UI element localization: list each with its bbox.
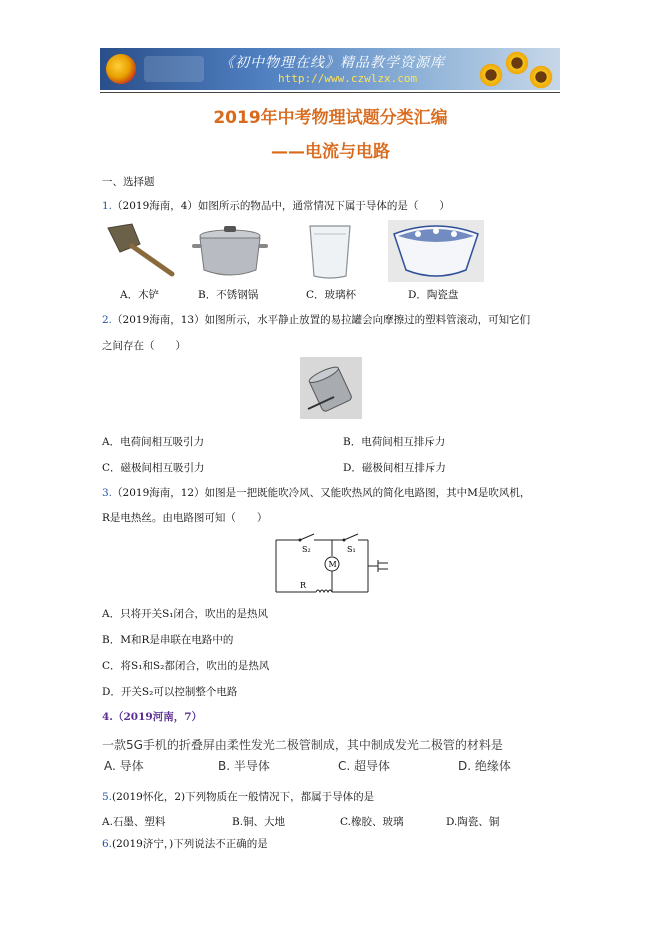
header-divider <box>100 92 560 93</box>
question-source: （2019河南，7） <box>112 711 202 723</box>
question-3 <box>102 485 530 500</box>
document-title: 2019年中考物理试题分类汇编 <box>213 108 448 128</box>
option-c: C．将S₁和S₂都闭合，吹出的是热风 <box>102 660 270 672</box>
glass-cup-image <box>302 222 358 282</box>
document-subtitle: ——电流与电路 <box>271 142 390 162</box>
question-number: 3. <box>102 487 113 499</box>
question-text: (2019怀化，2)下列物质在一般情况下，都属于导体的是 <box>112 791 375 803</box>
option-d: D．开关S₂可以控制整个电路 <box>102 686 238 698</box>
circuit-diagram <box>270 530 394 598</box>
question-text: （2019海南，13）如图所示，水平静止放置的易拉罐会向摩擦过的塑料管滚动，可知它们 <box>112 314 531 326</box>
option-d: D.陶瓷、铜 <box>446 816 500 828</box>
option-c: C.橡胶、玻璃 <box>340 816 404 828</box>
option-c: C．玻璃杯 <box>306 289 357 301</box>
ceramic-plate-image <box>388 220 484 282</box>
option-a: A．只将开关S₁闭合，吹出的是热风 <box>102 608 268 620</box>
option-a: A．电荷间相互吸引力 <box>102 436 205 448</box>
option-a: A. 导体 <box>104 759 144 773</box>
question-stem: 一款5G手机的折叠屏由柔性发光二极管制成，其中制成发光二极管的材料是 <box>102 738 503 752</box>
site-banner <box>100 48 560 90</box>
option-d: D. 绝缘体 <box>458 759 511 773</box>
switch-s2-label: S₂ <box>302 545 311 554</box>
option-b: B．M和R是串联在电路中的 <box>102 634 234 646</box>
question-number: 6. <box>102 838 113 850</box>
question-text-continued: R是电热丝。由电路图可知（ ） <box>102 512 268 524</box>
option-a: A.石墨、塑料 <box>102 816 166 828</box>
option-d: D．磁极间相互排斥力 <box>343 462 446 474</box>
question-2 <box>102 312 530 327</box>
option-b: B．电荷间相互排斥力 <box>343 436 446 448</box>
question-text: (2019济宁，)下列说法不正确的是 <box>112 838 268 850</box>
section-heading: 一、选择题 <box>102 176 155 188</box>
motor-label: M <box>328 560 337 569</box>
question-text: （2019海南，12）如图是一把既能吹冷风、又能吹热风的简化电路图，其中M是吹风机， <box>112 487 531 499</box>
question-text-continued: 之间存在（ ） <box>102 340 186 352</box>
wooden-spatula-image <box>102 222 178 280</box>
option-d: D．陶瓷盘 <box>408 289 459 301</box>
question-number: 2. <box>102 314 113 326</box>
sunflower-icon <box>478 62 504 88</box>
switch-s1-label: S₁ <box>347 545 356 554</box>
resistor-label: R <box>300 581 307 590</box>
option-b: B．不锈钢锅 <box>198 289 259 301</box>
option-c: C．磁极间相互吸引力 <box>102 462 205 474</box>
question-text: （2019海南，4）如图所示的物品中，通常情况下属于导体的是（ ） <box>112 200 450 212</box>
question-number: 1. <box>102 200 113 212</box>
banner-site-url: http://www.czwlzx.com <box>278 72 418 85</box>
question-5 <box>102 789 374 804</box>
sunflower-icon <box>504 50 530 76</box>
steel-pot-image <box>190 222 270 282</box>
question-4 <box>102 709 202 724</box>
sunflower-icon <box>528 64 554 90</box>
question-number: 4. <box>102 711 113 723</box>
banner-site-title: 《初中物理在线》精品教学资源库 <box>220 55 445 71</box>
question-1 <box>102 198 450 213</box>
option-b: B.铜、大地 <box>232 816 286 828</box>
option-a: A．木铲 <box>120 289 160 301</box>
can-and-pipe-image <box>300 357 362 419</box>
option-b: B. 半导体 <box>218 759 270 773</box>
option-c: C. 超导体 <box>338 759 391 773</box>
banner-decoration <box>144 56 204 82</box>
question-number: 5. <box>102 791 113 803</box>
logo-icon <box>106 54 136 84</box>
question-6 <box>102 836 268 851</box>
